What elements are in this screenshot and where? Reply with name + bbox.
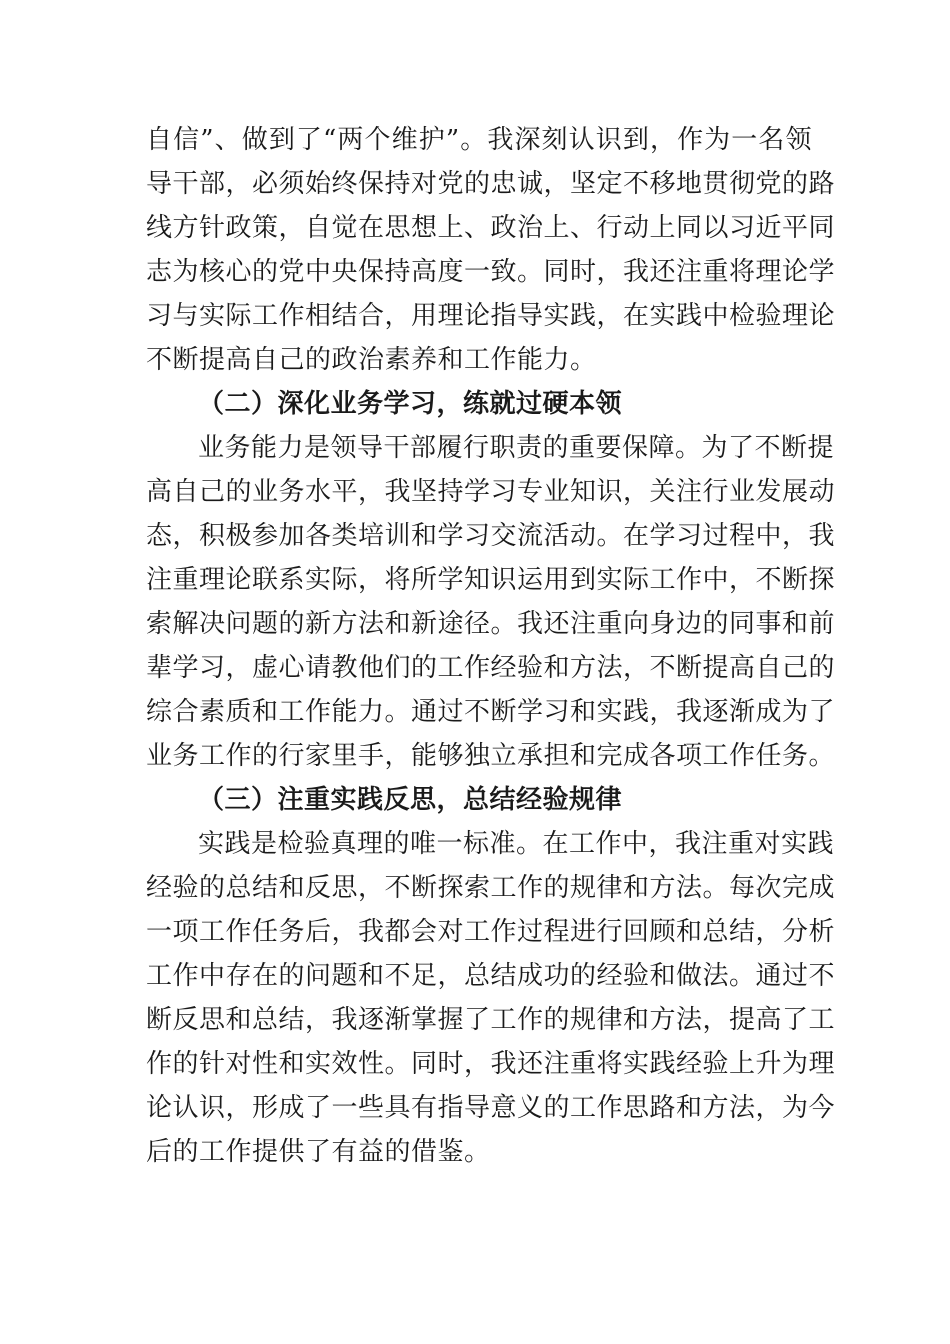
text-line: 辈学习，虚心请教他们的工作经验和方法，不断提高自己的 (146, 653, 836, 683)
text-line: 不断提高自己的政治素养和工作能力。 (146, 345, 597, 375)
text-line: 导干部，必须始终保持对党的忠诚，坚定不移地贯彻党的路 (146, 169, 836, 199)
text-line: 后的工作提供了有益的借鉴。 (146, 1137, 491, 1167)
text-line: 一项工作任务后，我都会对工作过程进行回顾和总结，分析 (146, 917, 836, 947)
text-line: 断反思和总结，我逐渐掌握了工作的规律和方法，提高了工 (146, 1005, 836, 1035)
text-line: 态，积极参加各类培训和学习交流活动。在学习过程中，我 (146, 521, 836, 551)
document-body (146, 118, 836, 1174)
text-line: 注重理论联系实际，将所学知识运用到实际工作中，不断探 (146, 565, 836, 595)
text-line: 实践是检验真理的唯一标准。在工作中，我注重对实践 (198, 829, 835, 859)
text-line: 综合素质和工作能力。通过不断学习和实践，我逐渐成为了 (146, 697, 836, 727)
text-line: 线方针政策，自觉在思想上、政治上、行动上同以习近平同 (146, 213, 836, 243)
text-line: 索解决问题的新方法和新途径。我还注重向身边的同事和前 (146, 609, 836, 639)
text-line: 作的针对性和实效性。同时，我还注重将实践经验上升为理 (146, 1049, 836, 1079)
paragraph-practice-reflection (146, 822, 836, 1174)
section-heading-business-study: （二）深化业务学习，练就过硬本领 (198, 389, 623, 419)
text-line: 论认识，形成了一些具有指导意义的工作思路和方法，为今 (146, 1093, 836, 1123)
text-line: 业务能力是领导干部履行职责的重要保障。为了不断提 (198, 433, 835, 463)
text-line: 业务工作的行家里手，能够独立承担和完成各项工作任务。 (146, 741, 836, 771)
section-heading-practice-reflection: （三）注重实践反思，总结经验规律 (198, 785, 623, 815)
text-line: 高自己的业务水平，我坚持学习专业知识，关注行业发展动 (146, 477, 836, 507)
text-line: 习与实际工作相结合，用理论指导实践，在实践中检验理论 (146, 301, 836, 331)
paragraph-political-continuation (146, 118, 836, 382)
paragraph-business-study (146, 426, 836, 778)
text-line: 工作中存在的问题和不足，总结成功的经验和做法。通过不 (146, 961, 836, 991)
text-line: 自信”、做到了“两个维护”。我深刻认识到，作为一名领 (146, 125, 812, 155)
text-line: 经验的总结和反思，不断探索工作的规律和方法。每次完成 (146, 873, 836, 903)
text-line: 志为核心的党中央保持高度一致。同时，我还注重将理论学 (146, 257, 836, 287)
